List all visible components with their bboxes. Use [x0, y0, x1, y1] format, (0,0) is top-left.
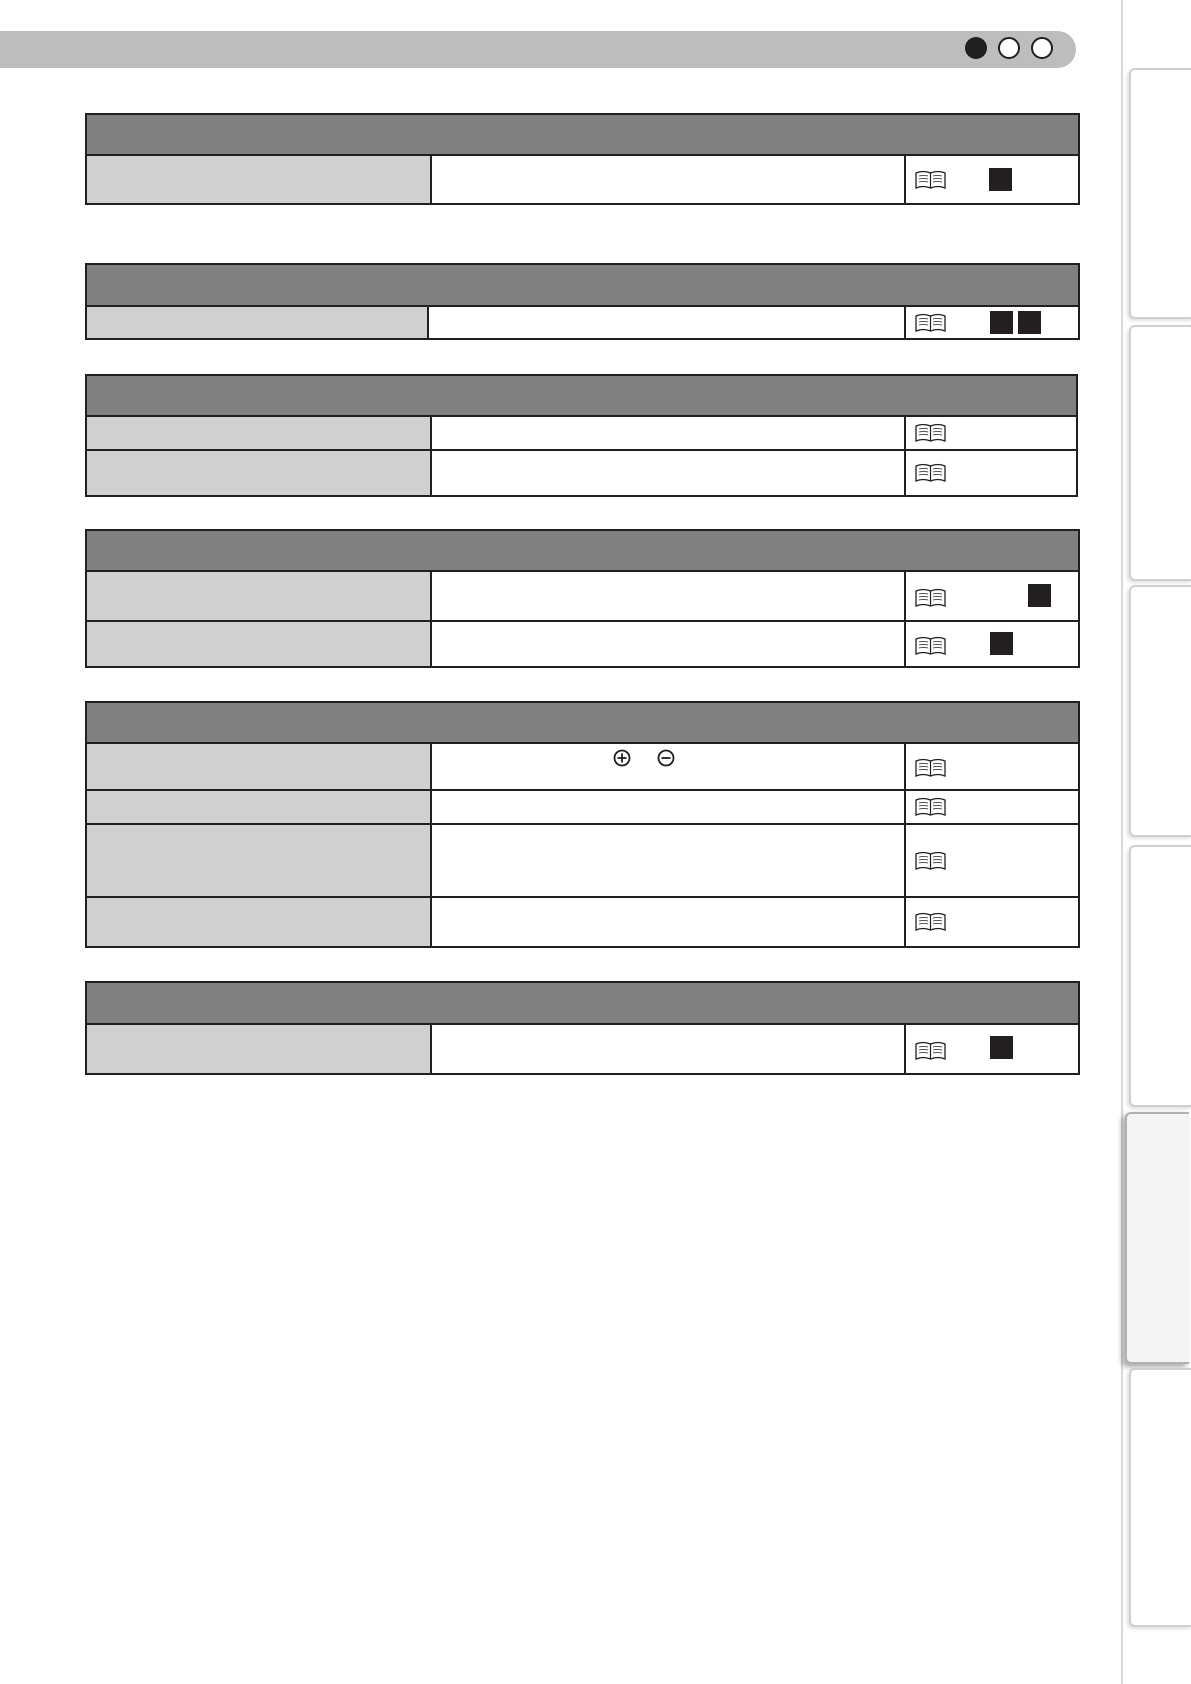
table-row	[87, 307, 1078, 338]
badge-square	[990, 311, 1013, 334]
row-label	[87, 898, 432, 946]
page-reference	[906, 622, 1078, 666]
row-label	[87, 572, 432, 620]
book-icon	[915, 797, 946, 817]
page-reference	[906, 898, 1078, 946]
table-row	[87, 449, 1076, 495]
book-icon	[915, 636, 946, 656]
nav-dot-empty	[1031, 37, 1053, 59]
page-reference	[906, 825, 1078, 896]
row-label	[87, 825, 432, 896]
table-section-5	[85, 701, 1080, 948]
row-label	[87, 791, 432, 823]
row-description	[432, 572, 906, 620]
book-icon	[915, 588, 946, 608]
badge-square	[1028, 584, 1051, 607]
row-label	[87, 156, 432, 203]
row-description	[432, 791, 906, 823]
chapter-tab-4[interactable]	[1129, 845, 1191, 1107]
table-row	[87, 744, 1078, 789]
badge-square	[1018, 311, 1041, 334]
chapter-tab-2[interactable]	[1129, 325, 1191, 581]
row-description	[432, 825, 906, 896]
book-icon	[915, 851, 946, 871]
page-reference	[906, 451, 1076, 495]
page-reference	[906, 156, 1078, 203]
row-description	[432, 622, 906, 666]
page-reference	[906, 417, 1076, 449]
table-row	[87, 572, 1078, 620]
section-header	[87, 983, 1078, 1025]
table-section-1	[85, 113, 1080, 205]
table-section-3	[85, 374, 1078, 497]
book-icon	[915, 170, 946, 190]
book-icon	[915, 758, 946, 778]
table-row	[87, 896, 1078, 946]
chapter-tab-5-active[interactable]	[1125, 1112, 1189, 1364]
side-tab-spine	[1121, 0, 1123, 1684]
page-reference	[906, 1025, 1078, 1073]
page-nav-dots	[965, 37, 1053, 59]
row-description	[432, 417, 906, 449]
row-label	[87, 744, 432, 789]
section-header	[87, 115, 1078, 156]
table-row	[87, 417, 1076, 449]
nav-dot-filled	[965, 37, 987, 59]
row-description	[432, 1025, 906, 1073]
chapter-tab-1[interactable]	[1129, 68, 1191, 319]
page-reference	[906, 307, 1078, 338]
table-section-2	[85, 263, 1080, 340]
book-icon	[915, 313, 946, 333]
row-label	[87, 417, 432, 449]
table-row	[87, 823, 1078, 896]
badge-square	[990, 632, 1013, 655]
section-header	[87, 703, 1078, 744]
section-header	[87, 376, 1076, 417]
book-icon	[915, 423, 946, 443]
row-description	[432, 156, 906, 203]
badge-square	[990, 1036, 1013, 1059]
table-section-6	[85, 981, 1080, 1075]
page-reference	[906, 791, 1078, 823]
book-icon	[915, 463, 946, 483]
nav-dot-empty	[998, 37, 1020, 59]
row-label	[87, 307, 429, 338]
plus-circle-icon	[613, 749, 631, 767]
page-header-bar	[0, 31, 1076, 68]
book-icon	[915, 912, 946, 932]
table-row	[87, 1025, 1078, 1073]
row-label	[87, 451, 432, 495]
page-reference	[906, 572, 1078, 620]
table-row	[87, 620, 1078, 666]
row-label	[87, 1025, 432, 1073]
chapter-tab-6[interactable]	[1129, 1368, 1191, 1627]
row-description	[432, 451, 906, 495]
minus-circle-icon	[657, 749, 675, 767]
chapter-tab-3[interactable]	[1129, 585, 1191, 837]
page-reference	[906, 744, 1078, 789]
book-icon	[915, 1041, 946, 1061]
row-description	[429, 307, 906, 338]
badge-square	[989, 168, 1012, 191]
row-description	[432, 744, 906, 789]
row-description	[432, 898, 906, 946]
row-label	[87, 622, 432, 666]
section-header	[87, 265, 1078, 307]
section-header	[87, 531, 1078, 572]
table-row	[87, 789, 1078, 823]
table-section-4	[85, 529, 1080, 668]
table-row	[87, 156, 1078, 203]
